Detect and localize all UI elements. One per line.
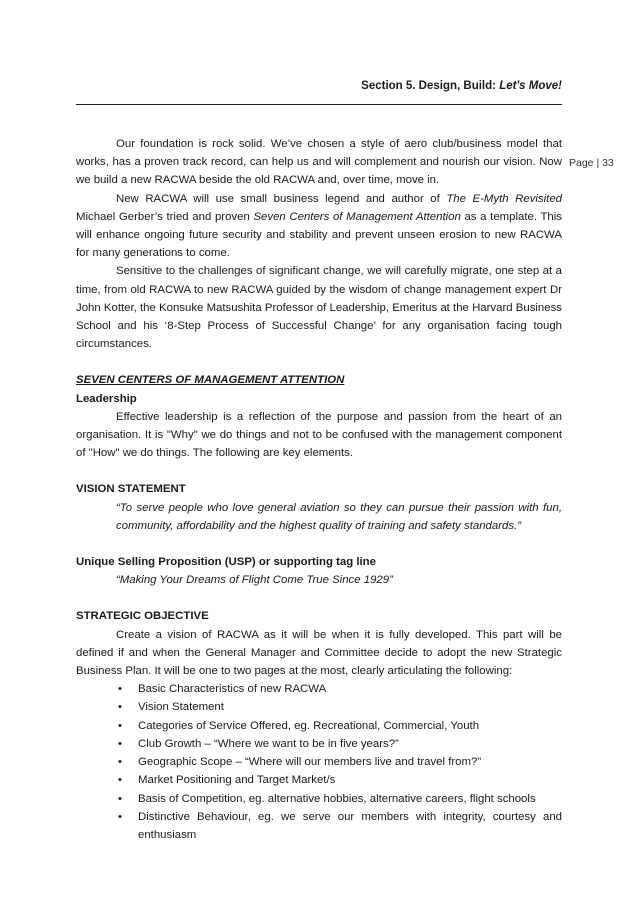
- bullet: •: [118, 701, 122, 714]
- model-title: Seven Centers of Management Attention: [253, 210, 461, 223]
- list-item-text: Basic Characteristics of new RACWA: [138, 683, 327, 696]
- paragraph-foundation: Our foundation is rock solid. We’ve chosen a style of aero club/business model that works, has a proven track record, can help us and will complement and nourish our vision. Now we build a new RACWA beside the old RACWA and, over time, move in.: [76, 138, 562, 187]
- leadership-text: Effective leadership is a reflection of the purpose and passion from the heart of an organisation. It is "Why" we do things and not to be confused with the management component of "How" we do things. The following are key elements.: [76, 410, 562, 460]
- list-item: [76, 753, 562, 771]
- usp-quote: “Making Your Dreams of Flight Come True Since 1929”: [116, 574, 393, 587]
- book-title: The E-Myth Revisited: [446, 192, 562, 205]
- list-item-text: Categories of Service Offered, eg. Recreational, Commercial, Youth: [138, 719, 480, 732]
- list-item-text: Vision Statement: [138, 701, 224, 714]
- section-title-italic: Let's Move!: [499, 80, 562, 92]
- bullet: •: [118, 810, 122, 823]
- section-title: Section 5. Design, Build:: [361, 80, 500, 92]
- paragraph-new-racwa: [76, 190, 562, 263]
- bullet: •: [118, 774, 122, 787]
- list-item-text: Basis of Competition, eg. alternative hobbies, alternative careers, flight schools: [138, 792, 536, 805]
- list-item-text: Distinctive Behaviour, eg. we serve our members with integrity, courtesy and enthusiasm: [138, 810, 562, 841]
- vision-quote: “To serve people who love general aviation so they can pursue their passion with fun, community, affordability and the highest quality of training and safety standards.”: [116, 501, 562, 532]
- bullet: •: [118, 756, 122, 769]
- list-item-text: Geographic Scope – “Where will our members live and travel from?”: [138, 756, 482, 769]
- list-item: [76, 680, 562, 698]
- strategic-heading: STRATEGIC OBJECTIVE: [76, 610, 209, 623]
- header-rule: [76, 104, 562, 105]
- vision-heading: VISION STATEMENT: [76, 483, 186, 496]
- list-item: [76, 735, 562, 753]
- page-number: Page | 33: [569, 157, 614, 169]
- section-header: [76, 80, 562, 92]
- usp-heading: Unique Selling Proposition (USP) or supporting tag line: [76, 556, 376, 569]
- bullet: •: [118, 683, 122, 696]
- list-item-text: Club Growth – “Where we want to be in five years?”: [138, 737, 399, 750]
- bullet: •: [118, 719, 122, 732]
- list-item: [76, 771, 562, 789]
- page-content: [76, 135, 562, 844]
- strategic-text: Create a vision of RACWA as it will be when it is fully developed. This part will be defined if and when the General Manager and Committee decide to adopt the new Strategic Business Plan. It will be one to two pages at the most, clearly articulating the following:: [76, 628, 562, 678]
- strategic-list: [76, 680, 562, 844]
- list-item: [76, 808, 562, 844]
- bullet: •: [118, 792, 122, 805]
- p2-text-e: as a template. This will enhance ongoing future security and stability and prevent unseen erosion to new RACWA for many generations to come.: [76, 210, 562, 260]
- seven-centers-heading: SEVEN CENTERS OF MANAGEMENT ATTENTION: [76, 374, 345, 387]
- p2-text-c: Michael Gerber’s tried and proven: [76, 210, 254, 223]
- leadership-heading: Leadership: [76, 392, 137, 405]
- paragraph-change: Sensitive to the challenges of significant change, we will carefully migrate, one step at a time, from old RACWA to new RACWA guided by the wisdom of change management expert Dr John Kotter, the Konsuke Matsushita Professor of Leadership, Emeritus at the Harvard Business School and his ‘8-Step Process of Successful Change’ for any organisation facing tough circumstances.: [76, 265, 562, 351]
- p2-text-a: New RACWA will use small business legend and author of: [116, 192, 447, 205]
- list-item: [76, 790, 562, 808]
- list-item: [76, 717, 562, 735]
- list-item: [76, 698, 562, 716]
- list-item-text: Market Positioning and Target Market/s: [138, 774, 336, 787]
- bullet: •: [118, 737, 122, 750]
